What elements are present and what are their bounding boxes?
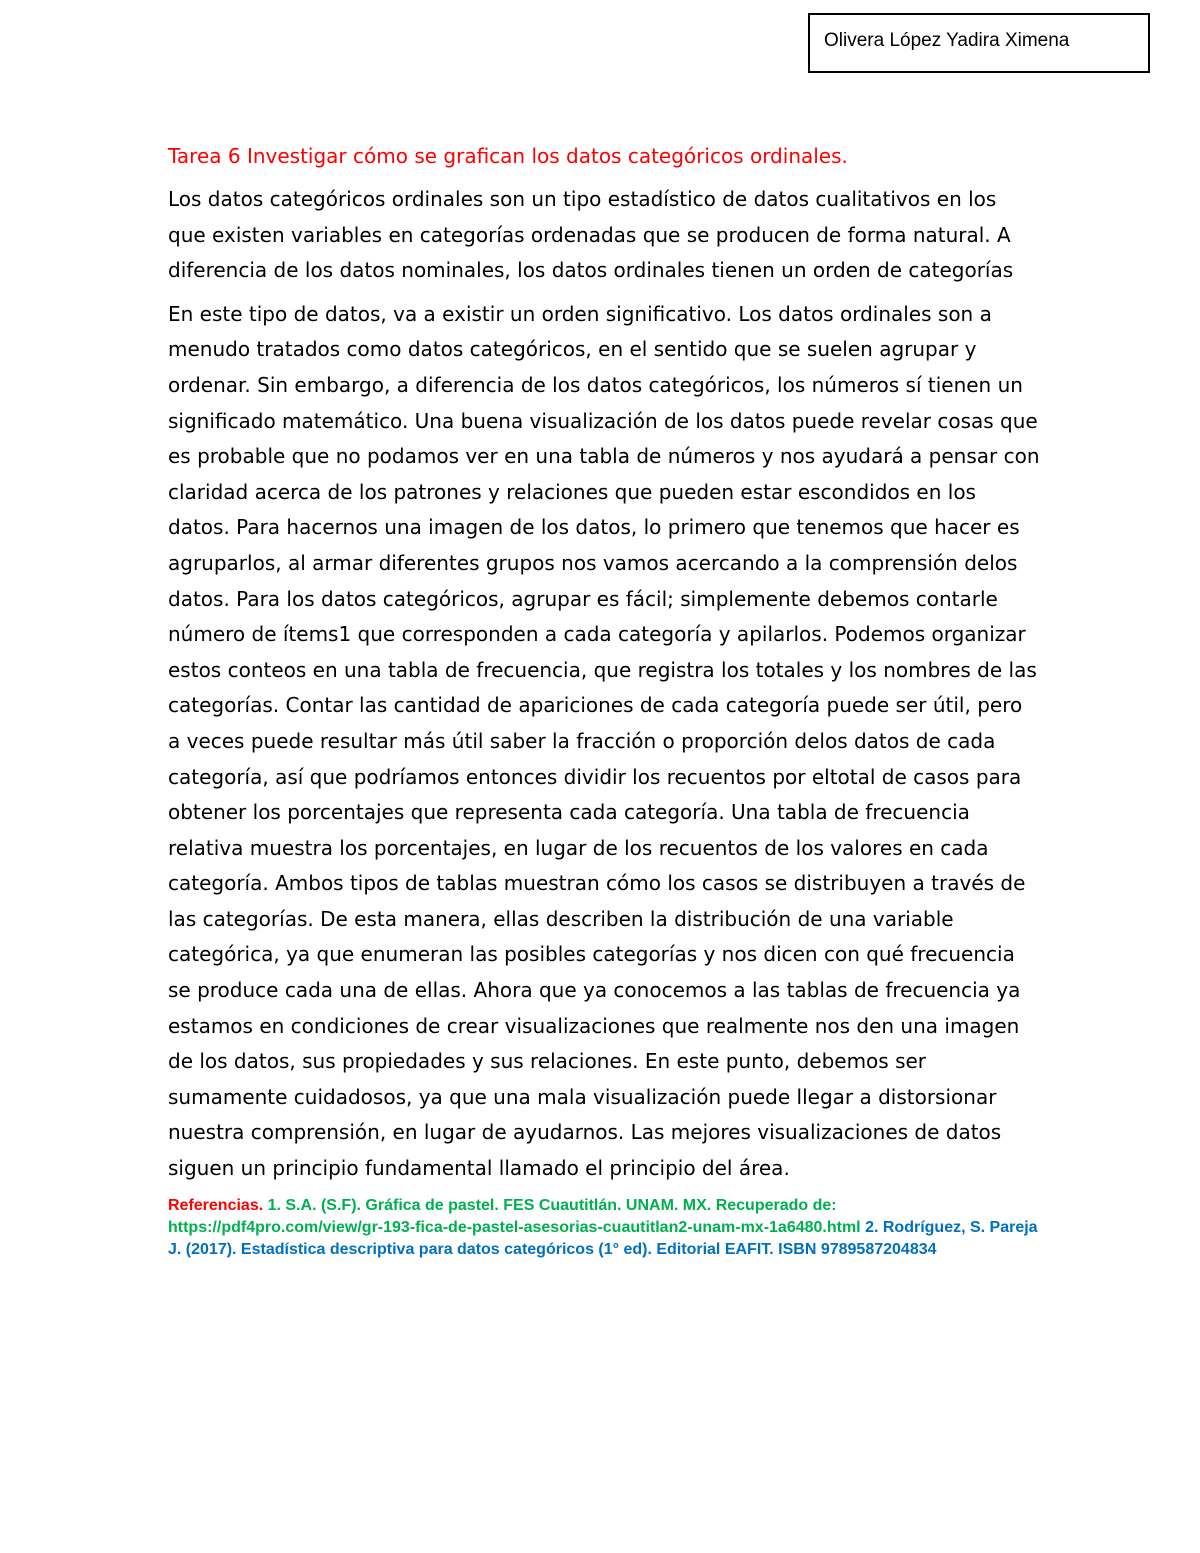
paragraph-intro: Los datos categóricos ordinales son un tipo estadístico de datos cualitativos en los que existen variables en categorías ordenadas que se producen de forma natural. A diferencia de los datos nominales, los datos ordinales tienen un orden de categorías xyxy=(168,187,1014,283)
paragraph-main: En este tipo de datos, va a existir un orden significativo. Los datos ordinales son a menudo tratados como datos categóricos, en el sentido que se suelen agrupar y ordenar. Sin embargo, a diferencia de los datos categóricos, los números sí tienen un significado matemático. Una buena visualización de los datos puede revelar cosas que es probable que no podamos ver en una tabla de números y nos ayudará a pensar con claridad acerca de los patrones y relaciones que pueden estar escondidos en los datos. Para hacernos una imagen de los datos, lo primero que tenemos que hacer es agruparlos, al armar diferentes grupos nos vamos acercando a la comprensión delos datos. Para los datos categóricos, agrupar es fácil; simplemente debemos contarle número de ítems1 que corresponden a cada categoría y apilarlos. Podemos organizar estos conteos en una tabla de frecuencia, que registra los totales y los nombres de las categorías. Contar las cantidad de apariciones de cada categoría puede ser útil, pero a veces puede resultar más útil saber la fracción o proporción delos datos de cada categoría, así que podríamos entonces dividir los recuentos por eltotal de casos para obtener los porcentajes que representa cada categoría. Una tabla de frecuencia relativa muestra los porcentajes, en lugar de los recuentos de los valores en cada categoría. Ambos tipos de tablas muestran cómo los casos se distribuyen a través de las categorías. De esta manera, ellas describen la distribución de una variable categórica, ya que enumeran las posibles categorías y nos dicen con qué frecuencia se produce cada una de ellas. Ahora que ya conocemos a las tablas de frecuencia ya estamos en condiciones de crear visualizaciones que realmente nos den una imagen de los datos, sus propiedades y sus relaciones. En este punto, debemos ser sumamente cuidadosos, ya que una mala visualización puede llegar a distorsionar nuestra comprensión, en lugar de ayudarnos. Las mejores visualizaciones de datos siguen un principio fundamental llamado el principio del área. xyxy=(168,301,1040,1181)
reference-2: 2. Rodríguez, S. Pareja J. (2017). Estadística descriptiva para datos categóricos (1° ed). Editorial EAFIT. ISBN 9789587204834 xyxy=(168,1218,1038,1258)
reference-1: 1. S.A. (S.F). Gráfica de pastel. FES Cuautitlán. UNAM. MX. Recuperado de: https://pdf4pro.com/view/gr-193-fica-de-pastel-asesorias-cuautitlan2-unam-mx-1a6480.html xyxy=(168,1196,861,1236)
references-label: Referencias. xyxy=(168,1196,264,1214)
references-section xyxy=(168,1195,1040,1261)
assignment-title: Tarea 6 Investigar cómo se grafican los datos categóricos ordinales. xyxy=(168,144,848,168)
document-body xyxy=(168,138,1040,1261)
author-name-box: Olivera López Yadira Ximena xyxy=(808,13,1150,73)
